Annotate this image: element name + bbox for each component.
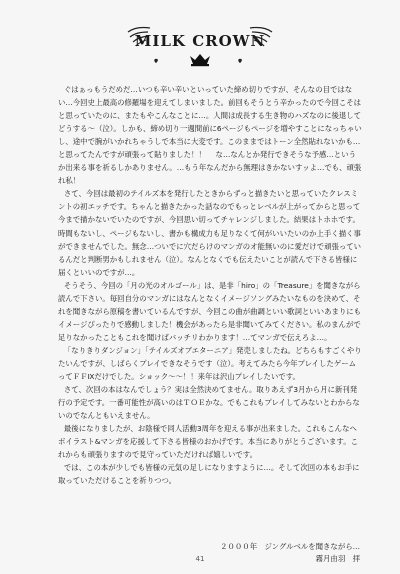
page-number: 41 xyxy=(195,555,205,563)
paragraph: そうそう、今回の「月の光のオルゴール」は、是非「hiro」の「Treasure」を聞きながら読んで下さい。毎回自分のマンガにはなんとなくイメージソングみたいなものを決めて、それを聞きながら原稿を書いているんですが、今回この曲が曲調といい歌詞といいあまりにもイメージぴったりで感動しました！機会があったら是非聞いてみてください。私のまんがで足りなかったこともこれを聞けばバッチリわかります！…てマンガで伝えろよ…。 xyxy=(58,280,362,342)
signature-line: ２０００年 ジングルベルを聞きながら… xyxy=(220,542,360,551)
paragraph: さて、次回の本はなんでしょう？実は全然決めてません。取りあえず3月から月に新刊発行の予定です。一番可能性が高いのはＴＯＥかな。でもこれもプレイしてみないとわからないのでなんともいえません。 xyxy=(58,385,360,421)
logo-title: MILK CROWN xyxy=(134,32,266,50)
paragraph: 「なりきりダンジョン」「テイルズオブエターニア」発売しましたね。どちらもすごくやりたいんですが、しばらくプレイできなそうです（泣）。考えてみたら今年プレイしたゲームってＦＦⅨだけでした。ショック〜〜！！来年は沢山プレイしたいです。 xyxy=(58,345,362,382)
signature-author: 霧月由羽 拝 xyxy=(315,554,360,563)
paragraph: ぐはぁっもうだめだ…いつも辛い辛いといっていた締め切りですが、そんなの目ではない…今回史上最高の修羅場を迎えてしまいました。前回もそうとう辛かったので今回こそはと思っていたのに、またもやこんなことに…。人間は成長する生き物のハズなのに後退してどうする〜（泣）。しかも、締め切り一週間前に6ページもページを増やすことになっちゃいし、途中で腕がいかれちゃうしで本当に大変です。このままではトーン全然貼れないかも…と思ってたんですが頑張って貼りました！！ な…なんとか発行できそうな予感…というか出来る事を祈るしかありません。…もう年なんだから無理はきかないすッよ…でも、頑張れ私！ xyxy=(58,85,362,186)
paragraph: さて、今回は最初のテイルズ本を発行したときからずっと描きたいと思っていたクレスミントの初エッチです。ちゃんと描きたかった話なのでもっとレベルが上がってからと思って今まで描かないでいたのですが、今回思い切ってチャレンジしました。結果はトホホです。時間もないし、ページもないし、書かも構成力も足りなくて何がいいたいのか上手く描く事ができませんでした。無念…ついでに穴だらけのマンガのオ能無いのに愛だけで頑張っているんだと判断男かもしれません（泣）。なんとなくでも伝えたいことが読んで下さる皆様に届くといいのですが…。 xyxy=(58,189,362,277)
paragraph: では、この本が少しでも皆様の元気の足しになりますように…。そして次回の本もお手に取っていただけることを祈りつつ。 xyxy=(58,463,360,486)
paragraph: 最後になりましたが、お陰様で同人活動3周年を迎える事が出来ました。これもこんなヘボイラスト&マンガを応援して下さる皆様のおかげです。本当にありがとうございます。これからも頑張りますので見守っていただければ嬉しいです。 xyxy=(58,424,358,460)
afterword-text xyxy=(58,83,362,487)
crown-icon xyxy=(190,54,210,66)
header-emblem xyxy=(0,16,400,74)
